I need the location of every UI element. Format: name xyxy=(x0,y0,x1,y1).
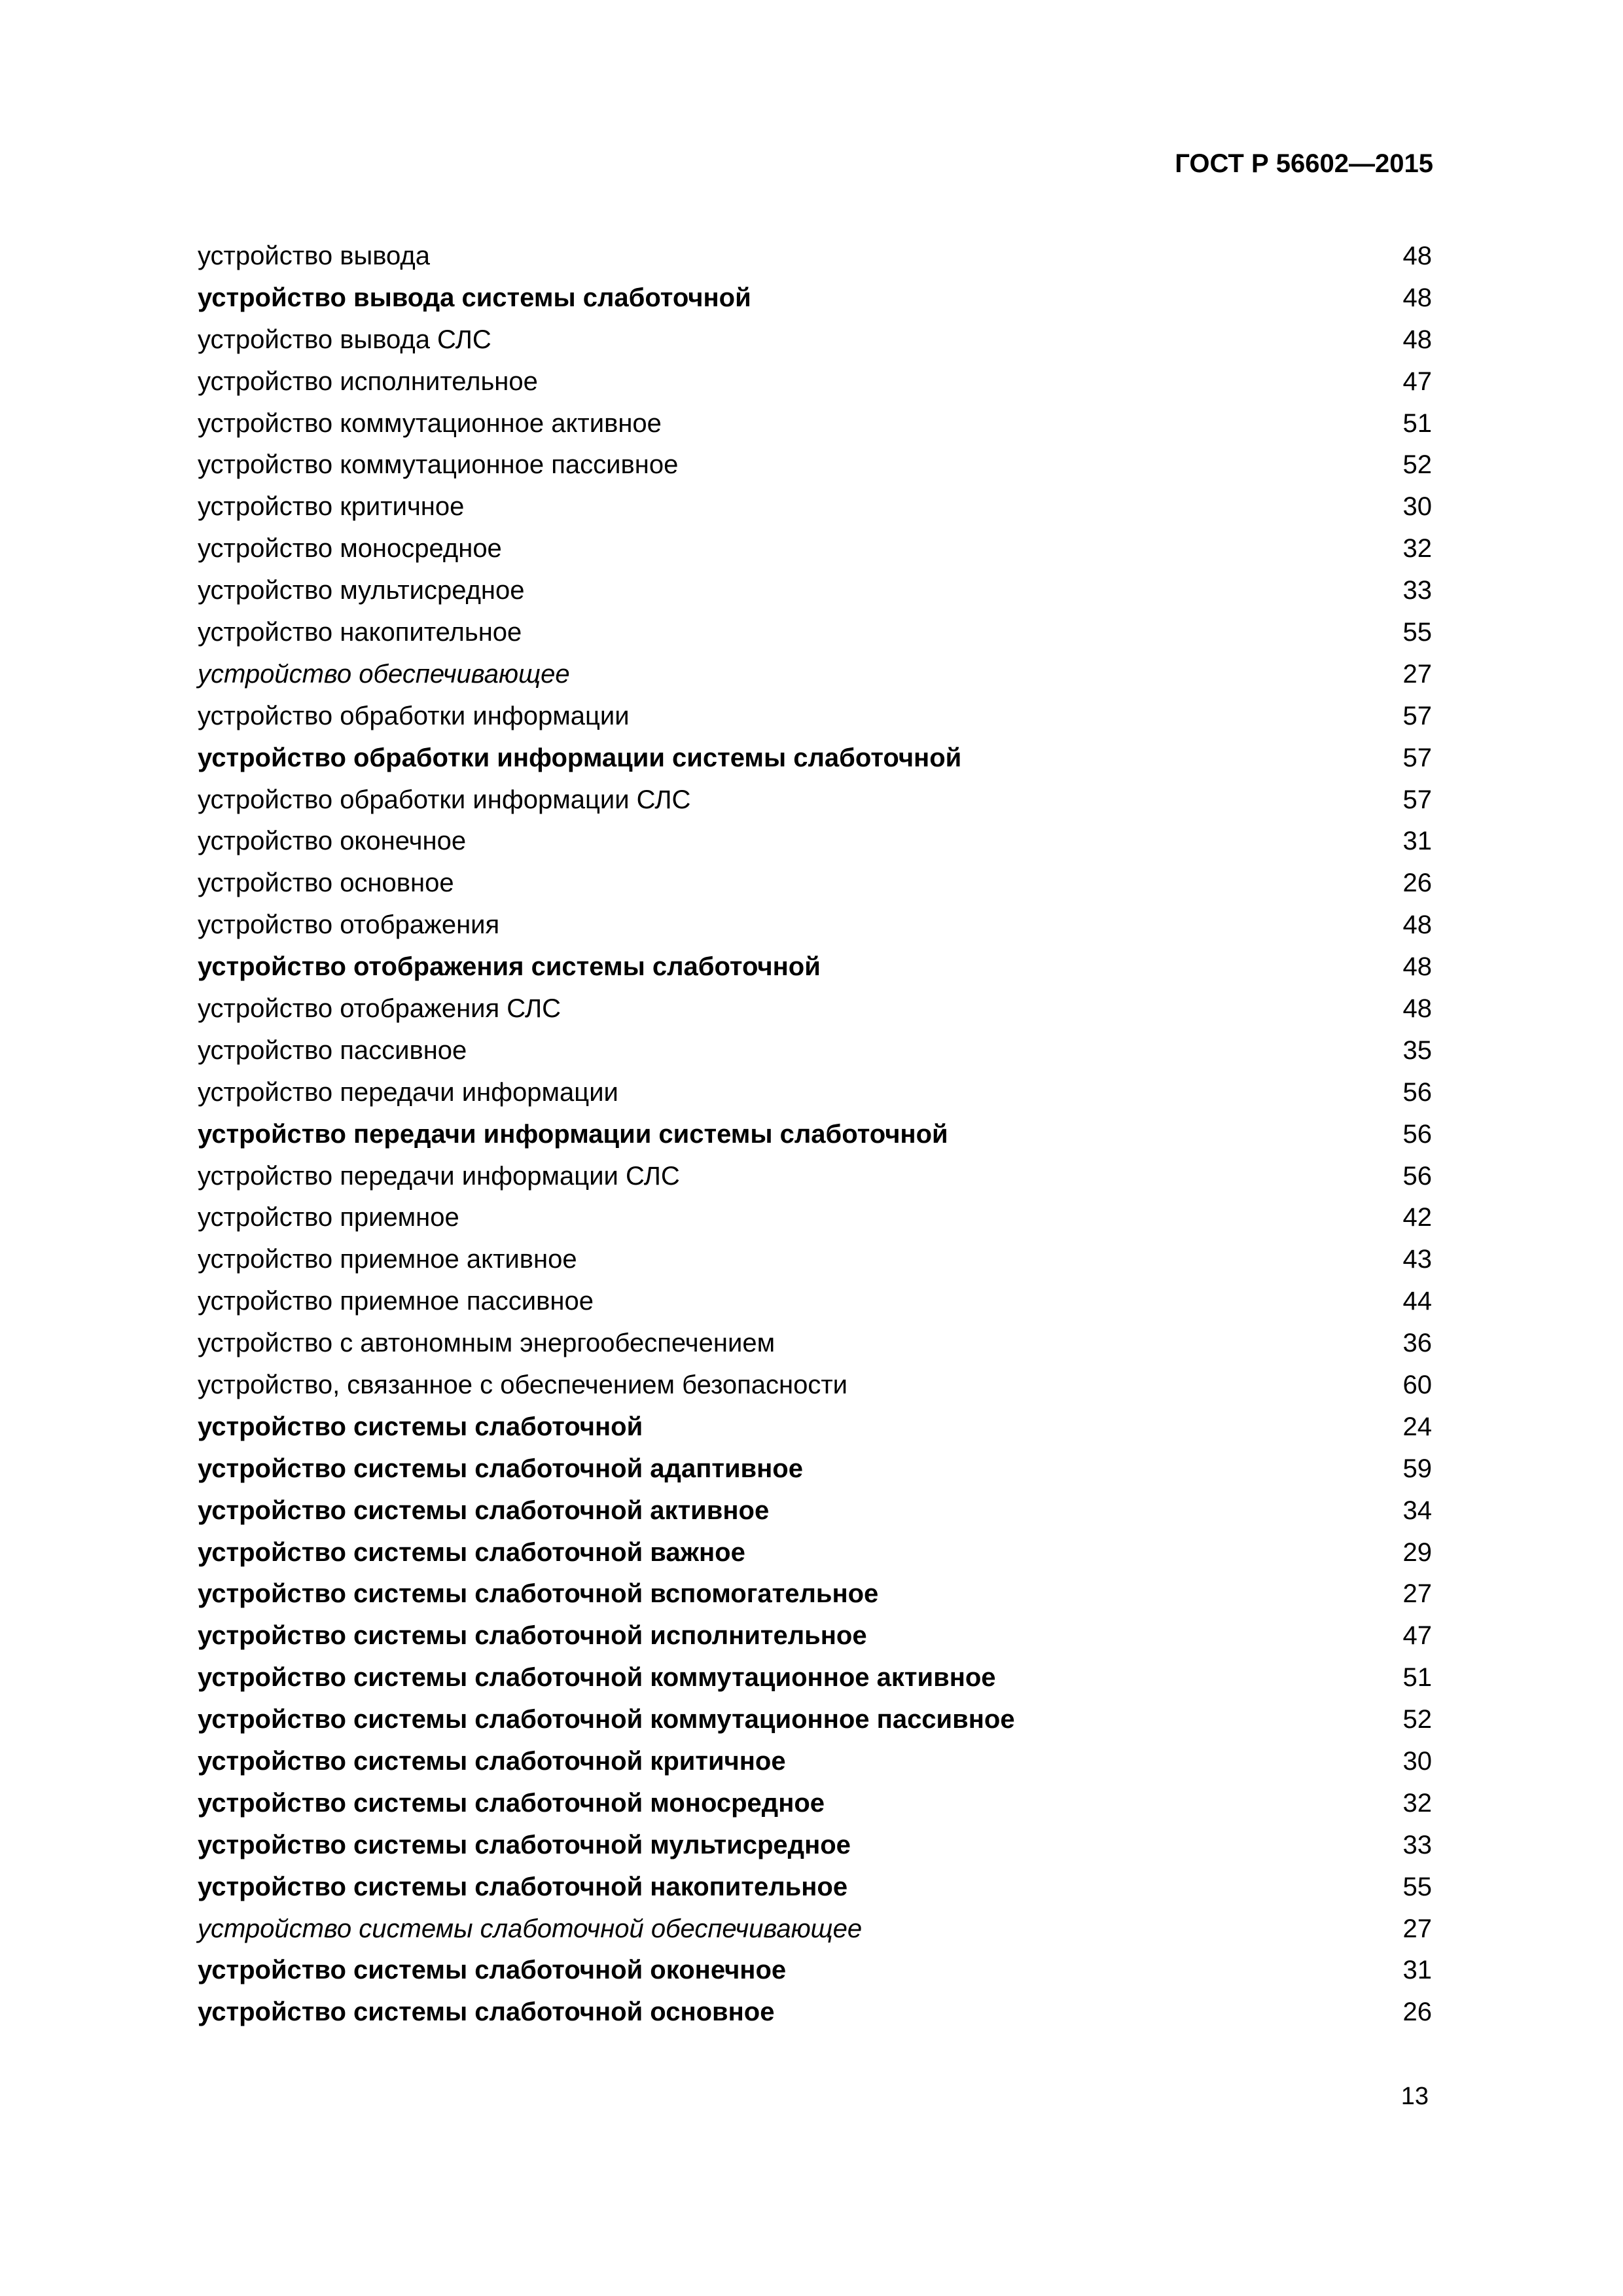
index-term: устройство системы слаботочной мультисредное xyxy=(198,1830,851,1859)
index-term: устройство исполнительное xyxy=(198,367,538,396)
index-entry xyxy=(198,1991,1432,2033)
index-entry xyxy=(198,1908,1432,1950)
index-page-ref: 57 xyxy=(1402,743,1432,772)
index-entry xyxy=(198,528,1432,569)
index-page-ref: 31 xyxy=(1402,1956,1432,1985)
index-entry xyxy=(198,1448,1432,1490)
index-term: устройство системы слаботочной накопительное xyxy=(198,1872,848,1901)
index-term: устройство критичное xyxy=(198,492,465,522)
index-page-ref: 31 xyxy=(1402,827,1432,856)
index-page-ref: 56 xyxy=(1402,1161,1432,1191)
index-entry xyxy=(198,1657,1432,1698)
index-page-ref: 33 xyxy=(1402,576,1432,605)
index-entry xyxy=(198,1113,1432,1155)
index-term: устройство системы слаботочной коммутационное активное xyxy=(198,1663,996,1693)
index-page-ref: 33 xyxy=(1402,1830,1432,1859)
index-entry xyxy=(198,1196,1432,1238)
index-page-ref: 29 xyxy=(1402,1537,1432,1567)
index-entry xyxy=(198,862,1432,904)
index-entry xyxy=(198,1155,1432,1197)
index-page-ref: 27 xyxy=(1402,1579,1432,1609)
index-page-ref: 27 xyxy=(1402,1914,1432,1943)
index-term: устройство с автономным энергообеспечением xyxy=(198,1329,776,1358)
index-entry xyxy=(198,779,1432,821)
index-page-ref: 52 xyxy=(1402,450,1432,480)
index-term: устройство коммутационное пассивное xyxy=(198,450,679,480)
index-entry xyxy=(198,361,1432,403)
index-term: устройство приемное xyxy=(198,1203,459,1232)
index-entry xyxy=(198,988,1432,1030)
document-id-header: ГОСТ Р 56602—2015 xyxy=(1175,149,1433,178)
index-entry xyxy=(198,1490,1432,1532)
index-term: устройство моносредное xyxy=(198,534,502,564)
index-entry xyxy=(198,653,1432,695)
index-entry xyxy=(198,1071,1432,1113)
index-entry xyxy=(198,1532,1432,1573)
alphabetical-index-list xyxy=(198,235,1432,2033)
index-term: устройство системы слаботочной активное xyxy=(198,1496,770,1525)
index-page-ref: 48 xyxy=(1402,325,1432,354)
index-entry xyxy=(198,1030,1432,1071)
index-entry xyxy=(198,1698,1432,1740)
index-term: устройство обработки информации xyxy=(198,701,630,730)
index-term: устройство отображения системы слаботочной xyxy=(198,952,821,982)
index-page-ref: 42 xyxy=(1402,1203,1432,1232)
index-page-ref: 56 xyxy=(1402,1119,1432,1149)
index-page-ref: 35 xyxy=(1402,1035,1432,1065)
index-entry xyxy=(198,1615,1432,1657)
index-term: устройство системы слаботочной критичное xyxy=(198,1747,786,1776)
index-term: устройство отображения xyxy=(198,910,500,940)
index-entry xyxy=(198,1824,1432,1866)
index-term: устройство коммутационное активное xyxy=(198,408,662,438)
index-entry xyxy=(198,444,1432,486)
index-entry xyxy=(198,403,1432,444)
index-term: устройство системы слаботочной обеспечивающее xyxy=(198,1914,863,1943)
index-term: устройство накопительное xyxy=(198,617,522,647)
index-page-ref: 51 xyxy=(1402,408,1432,438)
index-term: устройство приемное пассивное xyxy=(198,1287,594,1316)
index-term: устройство системы слаботочной моносредное xyxy=(198,1788,825,1818)
index-entry xyxy=(198,1406,1432,1448)
index-page-ref: 30 xyxy=(1402,1747,1432,1776)
index-page-ref: 36 xyxy=(1402,1329,1432,1358)
index-entry xyxy=(198,695,1432,737)
index-page-ref: 48 xyxy=(1402,283,1432,312)
index-entry xyxy=(198,1782,1432,1824)
index-term: устройство системы слаботочной важное xyxy=(198,1537,745,1567)
index-term: устройство оконечное xyxy=(198,827,467,856)
index-page-ref: 48 xyxy=(1402,952,1432,982)
index-page-ref: 59 xyxy=(1402,1454,1432,1483)
index-term: устройство пассивное xyxy=(198,1035,467,1065)
index-page-ref: 26 xyxy=(1402,869,1432,898)
index-entry xyxy=(198,611,1432,653)
index-entry xyxy=(198,1322,1432,1364)
index-term: устройство передачи информации СЛС xyxy=(198,1161,680,1191)
index-term: устройство системы слаботочной вспомогательное xyxy=(198,1579,879,1609)
index-entry xyxy=(198,319,1432,361)
index-term: устройство вывода СЛС xyxy=(198,325,491,354)
index-entry xyxy=(198,486,1432,528)
index-term: устройство системы слаботочной коммутационное пассивное xyxy=(198,1705,1015,1734)
index-entry xyxy=(198,1573,1432,1615)
index-term: устройство передачи информации xyxy=(198,1077,618,1107)
index-page-ref: 51 xyxy=(1402,1663,1432,1693)
index-page-ref: 47 xyxy=(1402,367,1432,396)
index-page-ref: 34 xyxy=(1402,1496,1432,1525)
index-page-ref: 55 xyxy=(1402,1872,1432,1901)
index-page-ref: 32 xyxy=(1402,1788,1432,1818)
index-term: устройство мультисредное xyxy=(198,576,525,605)
index-entry xyxy=(198,1950,1432,1992)
index-term: устройство приемное активное xyxy=(198,1245,577,1274)
index-page-ref: 44 xyxy=(1402,1287,1432,1316)
index-page-ref: 57 xyxy=(1402,785,1432,814)
index-entry xyxy=(198,1740,1432,1782)
index-page-ref: 32 xyxy=(1402,534,1432,564)
index-term: устройство системы слаботочной оконечное xyxy=(198,1956,787,1985)
index-page-ref: 48 xyxy=(1402,910,1432,940)
index-page-ref: 48 xyxy=(1402,994,1432,1023)
index-page-ref: 43 xyxy=(1402,1245,1432,1274)
index-page-ref: 26 xyxy=(1402,1998,1432,2027)
index-term: устройство, связанное с обеспечением безопасности xyxy=(198,1370,848,1399)
index-entry xyxy=(198,1866,1432,1908)
index-page-ref: 56 xyxy=(1402,1077,1432,1107)
index-page-ref: 24 xyxy=(1402,1412,1432,1441)
index-page-ref: 27 xyxy=(1402,659,1432,689)
index-term: устройство системы слаботочной основное xyxy=(198,1998,775,2027)
index-term: устройство вывода системы слаботочной xyxy=(198,283,751,312)
index-page-ref: 30 xyxy=(1402,492,1432,522)
index-term: устройство системы слаботочной xyxy=(198,1412,643,1441)
index-entry xyxy=(198,235,1432,277)
index-term: устройство обеспечивающее xyxy=(198,659,570,689)
index-entry xyxy=(198,904,1432,946)
index-entry xyxy=(198,946,1432,988)
index-entry xyxy=(198,820,1432,862)
index-term: устройство обработки информации системы слаботочной xyxy=(198,743,962,772)
index-page-ref: 52 xyxy=(1402,1705,1432,1734)
index-term: устройство передачи информации системы слаботочной xyxy=(198,1119,948,1149)
index-term: устройство основное xyxy=(198,869,454,898)
index-entry xyxy=(198,737,1432,779)
index-entry xyxy=(198,1238,1432,1280)
index-entry xyxy=(198,1364,1432,1406)
index-page-ref: 48 xyxy=(1402,241,1432,270)
page-number: 13 xyxy=(1400,2083,1429,2110)
index-page-ref: 57 xyxy=(1402,701,1432,730)
index-page-ref: 55 xyxy=(1402,617,1432,647)
index-term: устройство системы слаботочной исполнительное xyxy=(198,1621,867,1651)
index-page-ref: 60 xyxy=(1402,1370,1432,1399)
index-term: устройство отображения СЛС xyxy=(198,994,561,1023)
index-entry xyxy=(198,1280,1432,1322)
index-entry xyxy=(198,277,1432,319)
index-term: устройство системы слаботочной адаптивное xyxy=(198,1454,803,1483)
index-entry xyxy=(198,569,1432,611)
index-term: устройство обработки информации СЛС xyxy=(198,785,691,814)
index-term: устройство вывода xyxy=(198,241,430,270)
index-page-ref: 47 xyxy=(1402,1621,1432,1651)
